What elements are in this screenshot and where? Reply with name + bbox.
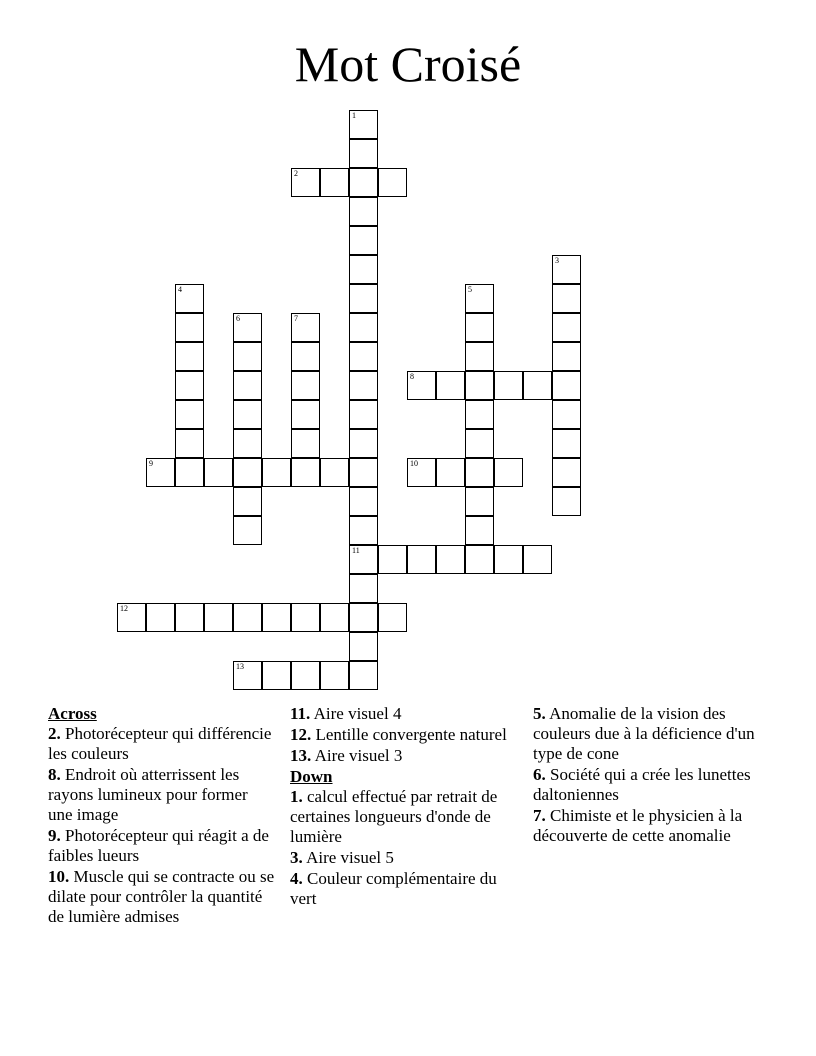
grid-cell[interactable] (204, 458, 233, 487)
grid-cell[interactable] (349, 458, 378, 487)
grid-cell[interactable] (175, 603, 204, 632)
grid-cell[interactable] (233, 661, 262, 690)
grid-cell[interactable] (349, 371, 378, 400)
grid-cell[interactable] (465, 342, 494, 371)
cell-number: 8 (410, 372, 414, 381)
grid-cell[interactable] (291, 429, 320, 458)
grid-cell[interactable] (175, 458, 204, 487)
grid-cell[interactable] (204, 603, 233, 632)
grid-cell[interactable] (233, 371, 262, 400)
grid-cell[interactable] (262, 458, 291, 487)
grid-cell[interactable] (349, 574, 378, 603)
cell-number: 7 (294, 314, 298, 323)
grid-cell[interactable] (407, 545, 436, 574)
clue-down-1: 1. calcul effectué par retrait de certaines longueurs d'onde de lumière (290, 787, 498, 846)
grid-cell[interactable] (233, 342, 262, 371)
grid-cell[interactable] (146, 603, 175, 632)
grid-cell[interactable] (523, 545, 552, 574)
clue-across-13: 13. Aire visuel 3 (290, 746, 403, 765)
grid-cell[interactable] (291, 168, 320, 197)
grid-cell[interactable] (117, 603, 146, 632)
grid-cell[interactable] (494, 371, 523, 400)
grid-cell[interactable] (407, 371, 436, 400)
clue-across-8: 8. Endroit où atterrissent les rayons lumineux pour former une image (48, 765, 248, 824)
grid-cell[interactable] (320, 168, 349, 197)
grid-cell[interactable] (175, 342, 204, 371)
clues-column-1 (48, 704, 276, 928)
grid-cell[interactable] (349, 632, 378, 661)
grid-cell[interactable] (233, 400, 262, 429)
grid-cell[interactable] (552, 400, 581, 429)
grid-cell[interactable] (349, 226, 378, 255)
grid-cell[interactable] (465, 545, 494, 574)
grid-cell[interactable] (436, 371, 465, 400)
cell-number: 6 (236, 314, 240, 323)
grid-cell[interactable] (175, 371, 204, 400)
cell-number: 2 (294, 169, 298, 178)
grid-cell[interactable] (320, 458, 349, 487)
grid-cell[interactable] (291, 661, 320, 690)
grid-cell[interactable] (349, 545, 378, 574)
grid-cell[interactable] (349, 516, 378, 545)
clue-across-10: 10. Muscle qui se contracte ou se dilate pour contrôler la quantité de lumière admises (48, 867, 275, 926)
grid-cell[interactable] (465, 487, 494, 516)
grid-cell[interactable] (378, 545, 407, 574)
grid-cell[interactable] (465, 313, 494, 342)
grid-cell[interactable] (552, 255, 581, 284)
grid-cell[interactable] (465, 400, 494, 429)
grid-cell[interactable] (465, 371, 494, 400)
cell-number: 13 (236, 662, 244, 671)
cell-number: 12 (120, 604, 128, 613)
grid-cell[interactable] (349, 603, 378, 632)
grid-cell[interactable] (349, 661, 378, 690)
grid-cell[interactable] (349, 139, 378, 168)
clues-column-2 (290, 704, 518, 910)
grid-cell[interactable] (262, 661, 291, 690)
grid-cell[interactable] (407, 458, 436, 487)
grid-cell[interactable] (552, 371, 581, 400)
grid-cell[interactable] (175, 400, 204, 429)
clue-down-7: 7. Chimiste et le physicien à la découverte de cette anomalie (533, 806, 743, 845)
cell-number: 9 (149, 459, 153, 468)
grid-cell[interactable] (320, 661, 349, 690)
cell-number: 11 (352, 546, 360, 555)
grid-cell[interactable] (465, 458, 494, 487)
grid-cell[interactable] (349, 255, 378, 284)
grid-cell[interactable] (349, 342, 378, 371)
clue-down-3: 3. Aire visuel 5 (290, 848, 394, 867)
grid-cell[interactable] (378, 603, 407, 632)
grid-cell[interactable] (291, 342, 320, 371)
grid-cell[interactable] (349, 168, 378, 197)
grid-cell[interactable] (349, 110, 378, 139)
clue-across-11: 11. Aire visuel 4 (290, 704, 402, 723)
grid-cell[interactable] (465, 284, 494, 313)
grid-cell[interactable] (233, 313, 262, 342)
grid-cell[interactable] (291, 603, 320, 632)
grid-cell[interactable] (175, 284, 204, 313)
grid-cell[interactable] (494, 545, 523, 574)
across-heading: Across (48, 704, 97, 723)
grid-cell[interactable] (552, 429, 581, 458)
cell-number: 10 (410, 459, 418, 468)
grid-cell[interactable] (523, 371, 552, 400)
grid-cell[interactable] (291, 313, 320, 342)
cell-number: 5 (468, 285, 472, 294)
grid-cell[interactable] (552, 284, 581, 313)
cell-number: 4 (178, 285, 182, 294)
clue-across-9: 9. Photorécepteur qui réagit a de faibles lueurs (48, 826, 269, 865)
grid-cell[interactable] (233, 429, 262, 458)
grid-cell[interactable] (233, 458, 262, 487)
grid-cell[interactable] (552, 458, 581, 487)
clue-across-12: 12. Lentille convergente naturel (290, 725, 507, 744)
grid-cell[interactable] (465, 429, 494, 458)
clue-across-2: 2. Photorécepteur qui différencie les couleurs (48, 724, 272, 763)
grid-cell[interactable] (291, 400, 320, 429)
grid-cell[interactable] (291, 371, 320, 400)
clues-column-3 (533, 704, 761, 847)
clue-down-4: 4. Couleur complémentaire du vert (290, 869, 497, 908)
grid-cell[interactable] (494, 458, 523, 487)
grid-cell[interactable] (349, 197, 378, 226)
grid-cell[interactable] (552, 487, 581, 516)
clue-down-5: 5. Anomalie de la vision des couleurs due à la déficience d'un type de cone (533, 704, 755, 763)
clue-down-6: 6. Société qui a crée les lunettes daltoniennes (533, 765, 751, 804)
grid-cell[interactable] (146, 458, 175, 487)
grid-cell[interactable] (436, 458, 465, 487)
grid-cell[interactable] (349, 429, 378, 458)
grid-cell[interactable] (349, 487, 378, 516)
down-heading: Down (290, 767, 333, 786)
grid-cell[interactable] (320, 603, 349, 632)
grid-cell[interactable] (175, 313, 204, 342)
cell-number: 3 (555, 256, 559, 265)
grid-cell[interactable] (465, 516, 494, 545)
grid-cell[interactable] (349, 313, 378, 342)
grid-cell[interactable] (552, 313, 581, 342)
grid-cell[interactable] (233, 603, 262, 632)
grid-cell[interactable] (233, 487, 262, 516)
grid-cell[interactable] (291, 458, 320, 487)
grid-cell[interactable] (436, 545, 465, 574)
puzzle-title: Mot Croisé (294, 36, 522, 92)
grid-cell[interactable] (349, 284, 378, 313)
grid-cell[interactable] (175, 429, 204, 458)
grid-cell[interactable] (378, 168, 407, 197)
grid-cell[interactable] (349, 400, 378, 429)
grid-cell[interactable] (552, 342, 581, 371)
grid-cell[interactable] (233, 516, 262, 545)
grid-cell[interactable] (262, 603, 291, 632)
cell-number: 1 (352, 111, 356, 120)
